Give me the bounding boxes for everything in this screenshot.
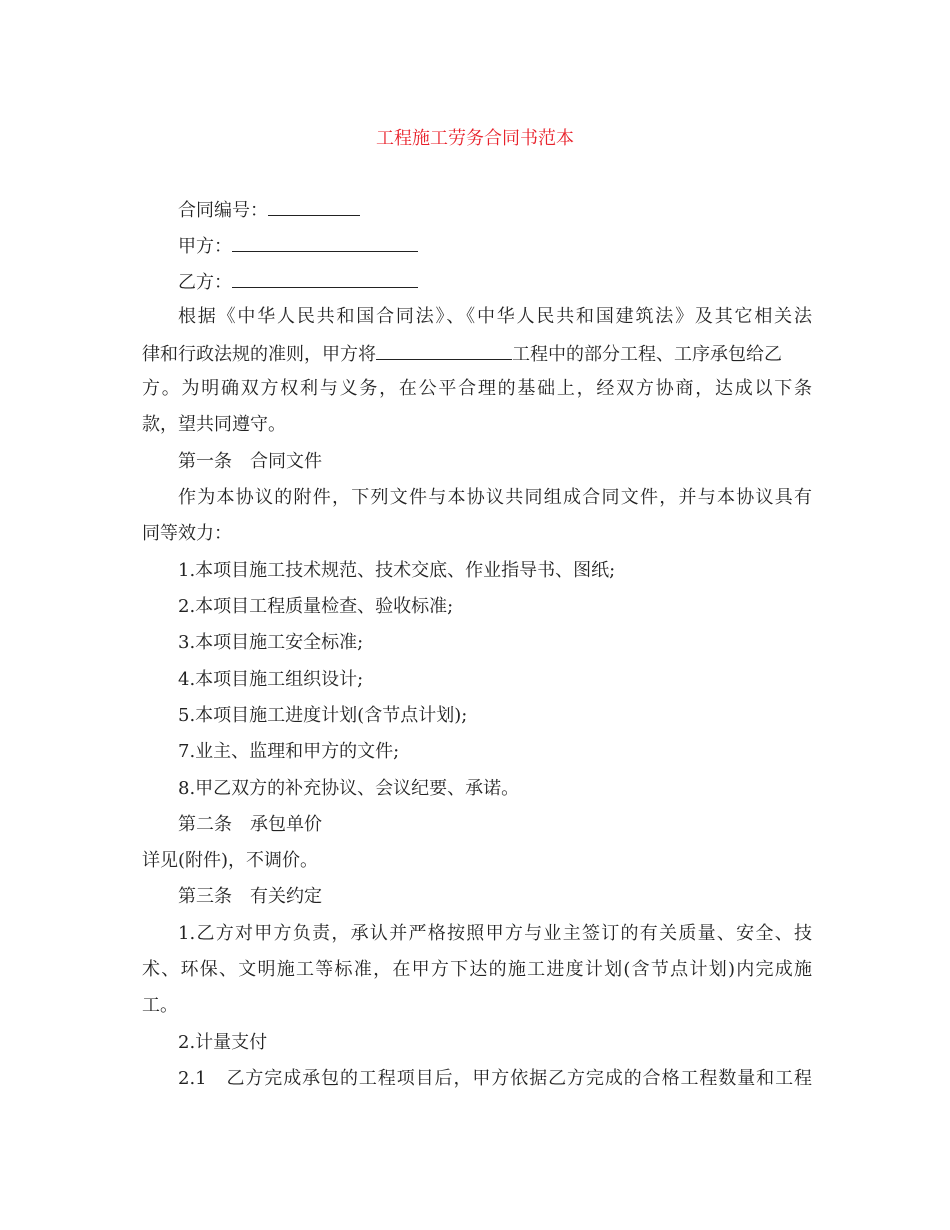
list-item: 5.本项目施工进度计划(含节点计划); xyxy=(178,705,468,726)
intro-text: 工程中的部分工程、工序承包给乙 xyxy=(512,344,782,365)
document-title: 工程施工劳务合同书范本 xyxy=(376,128,574,149)
intro-line xyxy=(142,342,812,366)
intro-line: 方。为明确双方权利与义务，在公平合理的基础上，经双方协商，达成以下条 xyxy=(142,378,812,399)
party-a-label: 甲方： xyxy=(178,236,232,257)
project-name-blank[interactable] xyxy=(376,342,512,360)
contract-number-line xyxy=(178,198,812,222)
party-a-blank[interactable] xyxy=(232,234,418,252)
article-text: 同等效力： xyxy=(142,523,232,544)
article-text: 详见(附件)，不调价。 xyxy=(142,850,319,871)
article-heading: 第二条 承包单价 xyxy=(178,814,322,835)
contract-number-label: 合同编号： xyxy=(178,200,268,221)
list-item: 2.本项目工程质量检查、验收标准; xyxy=(178,596,454,617)
list-item: 8.甲乙双方的补充协议、会议纪要、承诺。 xyxy=(178,778,520,799)
list-item: 7.业主、监理和甲方的文件; xyxy=(178,741,400,762)
article-text: 2.计量支付 xyxy=(178,1032,268,1053)
article-heading: 第三条 有关约定 xyxy=(178,886,322,907)
intro-line: 根据《中华人民共和国合同法》、《中华人民共和国建筑法》及其它相关法 xyxy=(178,306,812,327)
article-text: 1.乙方对甲方负责，承认并严格按照甲方与业主签订的有关质量、安全、技 xyxy=(178,923,812,944)
contract-number-blank[interactable] xyxy=(268,198,360,216)
list-item: 1.本项目施工技术规范、技术交底、作业指导书、图纸; xyxy=(178,560,616,581)
list-item: 4.本项目施工组织设计; xyxy=(178,669,364,690)
article-text: 术、环保、文明施工等标准，在甲方下达的施工进度计划(含节点计划)内完成施 xyxy=(142,959,812,980)
article-text: 作为本协议的附件，下列文件与本协议共同组成合同文件，并与本协议具有 xyxy=(178,487,812,508)
party-b-label: 乙方： xyxy=(178,272,232,293)
party-a-line xyxy=(178,234,812,258)
party-b-blank[interactable] xyxy=(232,270,418,288)
party-b-line xyxy=(178,270,812,294)
intro-line: 款，望共同遵守。 xyxy=(142,414,286,435)
article-heading: 第一条 合同文件 xyxy=(178,451,322,472)
list-item: 3.本项目施工安全标准; xyxy=(178,632,364,653)
intro-text: 律和行政法规的准则，甲方将 xyxy=(142,344,376,365)
article-text: 2.1 乙方完成承包的工程项目后，甲方依据乙方完成的合格工程数量和工程 xyxy=(178,1068,812,1089)
article-text: 工。 xyxy=(142,995,178,1016)
